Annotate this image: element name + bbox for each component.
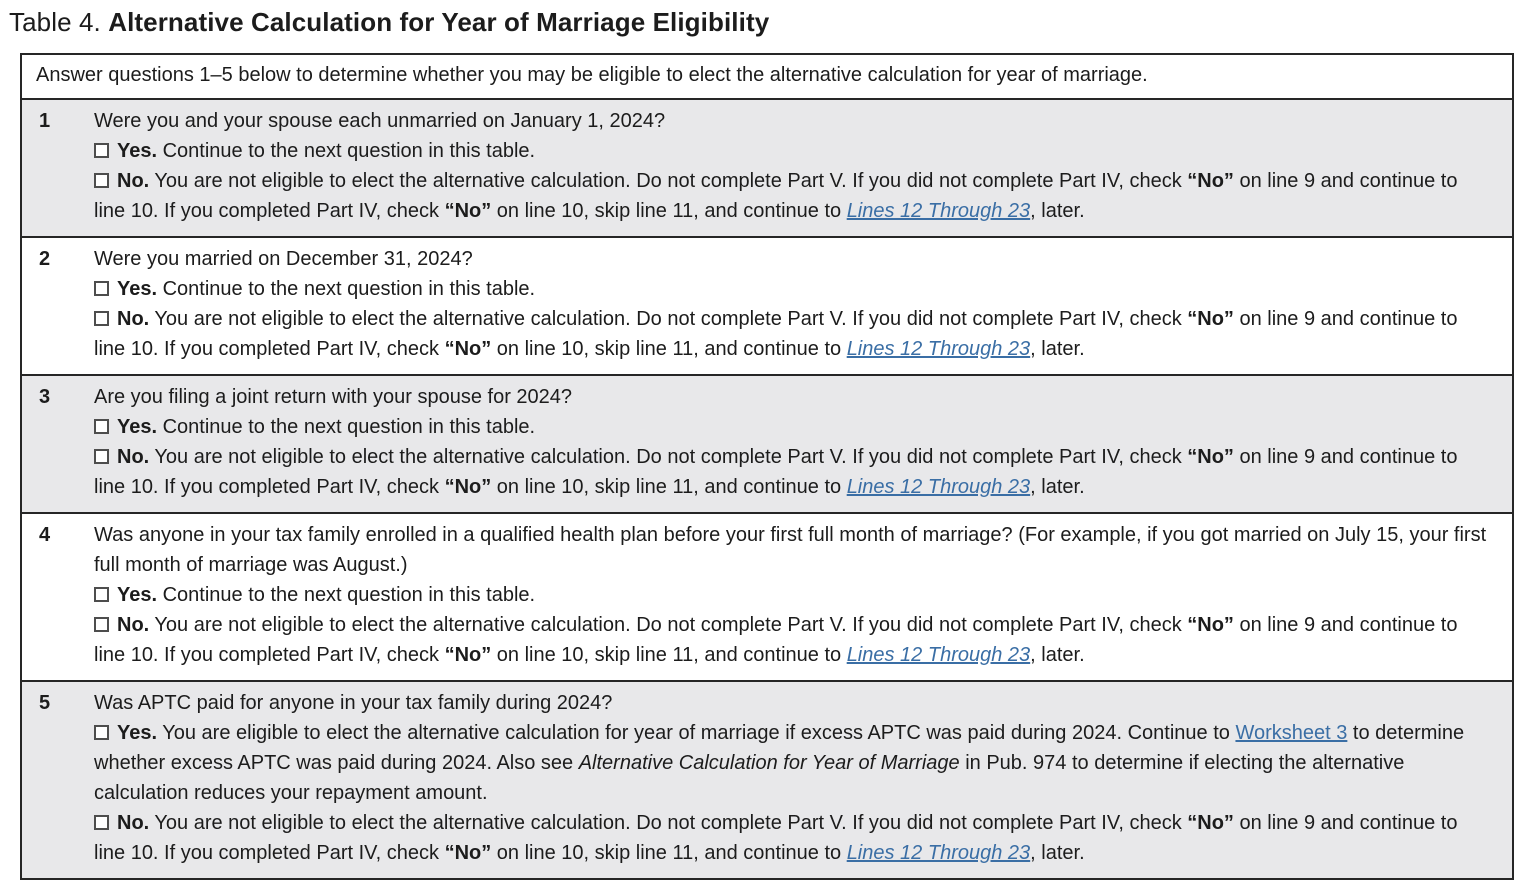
no-checkbox-icon[interactable]	[94, 311, 109, 326]
text-segment: Yes.	[117, 278, 158, 300]
text-segment: on line 9 and continue to line 10. If you completed Part IV, check	[94, 308, 1458, 360]
text-segment: on line 10, skip line 11, and continue to	[491, 476, 847, 498]
text-segment: Yes.	[117, 140, 158, 162]
text-segment: “No”	[444, 476, 492, 498]
text-segment: You are not eligible to elect the alternative calculation. Do not complete Part V. If you did not complete Part IV, check	[149, 446, 1188, 468]
text-segment: on line 9 and continue to line 10. If you completed Part IV, check	[94, 812, 1458, 864]
text-segment: on line 9 and continue to line 10. If you completed Part IV, check	[94, 170, 1458, 222]
text-segment: on line 10, skip line 11, and continue to	[491, 200, 847, 222]
eligibility-table-body	[22, 100, 1512, 878]
question-text: Are you filing a joint return with your spouse for 2024?	[94, 386, 573, 408]
text-segment: You are not eligible to elect the alternative calculation. Do not complete Part V. If you did not complete Part IV, check	[149, 308, 1188, 330]
text-segment: Yes.	[117, 722, 158, 744]
text-segment: “No”	[1187, 812, 1234, 834]
text-segment: Yes.	[117, 416, 158, 438]
text-segment: in Pub. 974 to determine if electing the alternative calculation reduces your repayment amount.	[94, 752, 1405, 804]
question-content	[94, 376, 1512, 512]
yes-checkbox-icon[interactable]	[94, 281, 109, 296]
lines-12-through-23-link[interactable]: Lines 12 Through 23	[846, 476, 1031, 498]
option-no	[94, 610, 1488, 670]
text-segment: You are not eligible to elect the alternative calculation. Do not complete Part V. If you did not complete Part IV, check	[149, 812, 1188, 834]
no-checkbox-icon[interactable]	[94, 173, 109, 188]
option-yes	[94, 718, 1488, 808]
text-segment: , later.	[1030, 200, 1085, 222]
text-segment: , later.	[1030, 476, 1085, 498]
text-segment: No.	[117, 170, 150, 192]
question-text: Were you married on December 31, 2024?	[94, 248, 473, 270]
text-segment: “No”	[1187, 446, 1234, 468]
text-segment: You are eligible to elect the alternative calculation for year of marriage if excess APTC was paid during 2024. Continue to	[157, 722, 1236, 744]
question-text: Were you and your spouse each unmarried on January 1, 2024?	[94, 110, 666, 132]
text-segment: Continue to the next question in this table.	[157, 416, 536, 438]
question-content	[94, 682, 1512, 878]
text-segment: “No”	[444, 338, 492, 360]
question-number: 2	[39, 248, 51, 270]
no-checkbox-icon[interactable]	[94, 449, 109, 464]
lines-12-through-23-link[interactable]: Lines 12 Through 23	[846, 338, 1031, 360]
text-segment: Continue to the next question in this table.	[157, 140, 536, 162]
question-row-3	[22, 376, 1512, 514]
text-segment: No.	[117, 446, 150, 468]
page-title-prefix: Table 4.	[9, 7, 109, 37]
question-text: Was anyone in your tax family enrolled in a qualified health plan before your first full month of marriage? (For example, if you got married on July 15, your first full month of marriage was August.)	[94, 524, 1487, 576]
question-number: 5	[39, 692, 51, 714]
text-segment: “No”	[444, 842, 492, 864]
lines-12-through-23-link[interactable]: Lines 12 Through 23	[846, 644, 1031, 666]
question-row-1	[22, 100, 1512, 238]
question-row-2	[22, 238, 1512, 376]
no-checkbox-icon[interactable]	[94, 815, 109, 830]
option-no	[94, 166, 1488, 226]
eligibility-table	[20, 53, 1514, 880]
text-segment: Alternative Calculation for Year of Marriage	[578, 752, 960, 774]
text-segment: No.	[117, 614, 150, 636]
text-segment: No.	[117, 812, 150, 834]
option-yes	[94, 412, 1488, 442]
text-segment: , later.	[1030, 338, 1085, 360]
lines-12-through-23-link[interactable]: Lines 12 Through 23	[846, 842, 1031, 864]
question-content	[94, 514, 1512, 680]
text-segment: Continue to the next question in this table.	[157, 278, 536, 300]
question-content	[94, 100, 1512, 236]
text-segment: “No”	[444, 644, 492, 666]
question-number: 1	[39, 110, 51, 132]
text-segment: “No”	[1187, 308, 1234, 330]
table-instructions: Answer questions 1–5 below to determine whether you may be eligible to elect the alternative calculation for year of marriage.	[22, 55, 1512, 100]
text-segment: on line 9 and continue to line 10. If you completed Part IV, check	[94, 446, 1458, 498]
lines-12-through-23-link[interactable]: Lines 12 Through 23	[846, 200, 1031, 222]
text-segment: , later.	[1030, 842, 1085, 864]
option-yes	[94, 274, 1488, 304]
text-segment: Continue to the next question in this table.	[157, 584, 536, 606]
text-segment: You are not eligible to elect the alternative calculation. Do not complete Part V. If you did not complete Part IV, check	[149, 614, 1188, 636]
question-content	[94, 238, 1512, 374]
question-row-5	[22, 682, 1512, 878]
text-segment: “No”	[1187, 170, 1234, 192]
option-no	[94, 304, 1488, 364]
text-segment: on line 10, skip line 11, and continue to	[491, 842, 847, 864]
question-number: 4	[39, 524, 51, 546]
option-no	[94, 808, 1488, 868]
option-yes	[94, 136, 1488, 166]
yes-checkbox-icon[interactable]	[94, 419, 109, 434]
question-text: Was APTC paid for anyone in your tax family during 2024?	[94, 692, 613, 714]
text-segment: on line 10, skip line 11, and continue to	[491, 338, 847, 360]
page-title	[9, 7, 1536, 38]
option-no	[94, 442, 1488, 502]
text-segment: You are not eligible to elect the alternative calculation. Do not complete Part V. If you did not complete Part IV, check	[149, 170, 1188, 192]
no-checkbox-icon[interactable]	[94, 617, 109, 632]
text-segment: on line 9 and continue to line 10. If you completed Part IV, check	[94, 614, 1458, 666]
option-yes	[94, 580, 1488, 610]
text-segment: “No”	[444, 200, 492, 222]
page-title-bold: Alternative Calculation for Year of Marriage Eligibility	[108, 7, 770, 37]
text-segment: to determine whether excess APTC was paid during 2024. Also see	[94, 722, 1465, 774]
text-segment: No.	[117, 308, 150, 330]
question-number: 3	[39, 386, 51, 408]
text-segment: , later.	[1030, 644, 1085, 666]
text-segment: “No”	[1187, 614, 1234, 636]
question-row-4	[22, 514, 1512, 682]
yes-checkbox-icon[interactable]	[94, 143, 109, 158]
text-segment: Yes.	[117, 584, 158, 606]
yes-checkbox-icon[interactable]	[94, 587, 109, 602]
text-segment: on line 10, skip line 11, and continue to	[491, 644, 847, 666]
yes-checkbox-icon[interactable]	[94, 725, 109, 740]
worksheet-3-link[interactable]: Worksheet 3	[1235, 722, 1348, 744]
